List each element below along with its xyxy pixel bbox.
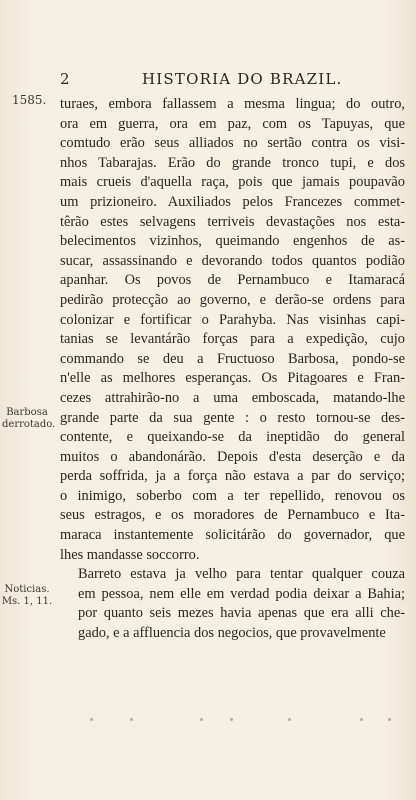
text-line: contente, e queixando-se da ineptidão do general xyxy=(60,429,405,446)
text-line: têrão estes selvagens terriveis devastações nos esta- xyxy=(60,213,405,230)
paragraph-2 xyxy=(60,565,405,643)
speck xyxy=(200,718,203,721)
text-line: em pessoa, nem elle em verdad podia deixar a Bahia; xyxy=(78,585,405,602)
text-line: turaes, embora fallassem a mesma lingua; do outro, xyxy=(60,96,405,112)
speck xyxy=(288,718,291,721)
text-line: cezes attrahirão-no a uma emboscada, matando-lhe xyxy=(60,389,405,406)
body-text xyxy=(60,95,405,644)
text-line: um prizioneiro. Auxiliados pelos Francezes commet- xyxy=(60,193,405,210)
margin-note-noticias: Noticias. Ms. 1, 11. xyxy=(1,584,53,607)
margin-note-barbosa: Barbosa derrotado. xyxy=(2,407,56,430)
text-line: apanhar. Os povos de Pernambuco e Itamaracá xyxy=(60,272,405,289)
text-line: Barreto estava ja velho para tentar qualquer couza xyxy=(78,566,405,583)
text-line: muitos o abandonárão. Depois d'esta deserção e da xyxy=(60,448,405,465)
text-line: perda soffrida, ja a força não estava a par do serviço; xyxy=(60,468,405,485)
text-line: lhes mandasse soccorro. xyxy=(60,546,200,563)
text-line: mais crueis d'aquella raça, pois que jamais poupavão xyxy=(60,174,405,191)
text-line: nhos Tabarajas. Erão do grande tronco tupi, e dos xyxy=(60,154,405,171)
text-line: belecimentos vizinhos, queimando engenhos de as- xyxy=(60,233,405,250)
text-line: o inimigo, soberbo com a ter repellido, renovou os xyxy=(60,487,405,504)
text-line: pedirão protecção ao governo, e derão-se ordens para xyxy=(60,291,405,308)
text-line: por quanto seis mezes havia apenas que era alli che- xyxy=(78,605,405,622)
margin-year: 1585. xyxy=(12,93,47,107)
text-line: seus estragos, e os moradores de Pernambuco e Ita- xyxy=(60,507,405,524)
speck xyxy=(90,718,93,721)
speck xyxy=(130,718,133,721)
running-title: HISTORIA DO BRAZIL. xyxy=(142,70,343,88)
text-line: tanias se levantárão forças para a expedição, cujo xyxy=(60,331,405,348)
speck xyxy=(230,718,233,721)
text-line: colonizar e fortificar o Parahyba. Nas visinhas capi- xyxy=(60,311,405,328)
text-line: grande parte da sua gente : o resto tornou-se des- xyxy=(60,409,405,426)
speck xyxy=(360,718,363,721)
page-number: 2 xyxy=(60,70,70,88)
text-line: ora em guerra, ora em paz, com os Tapuyas, que xyxy=(60,115,405,132)
text-line: sucar, assassinando e devorando todos quantos podião xyxy=(60,252,405,269)
text-line: gado, e a affluencia dos negocios, que provavelmente xyxy=(78,625,386,642)
text-line: comtudo erão seus alliados no sertão contra os visi- xyxy=(60,135,405,152)
paragraph-1 xyxy=(60,95,405,565)
text-line: maraca instantemente solicitárão do governador, que xyxy=(60,527,405,544)
text-line: n'elle as melhores esperanças. Os Pitagoares e Fran- xyxy=(60,370,405,387)
text-line: commando se deu a Fructuoso Barbosa, pondo-se xyxy=(60,350,405,367)
speck xyxy=(388,718,391,721)
bottom-decoration xyxy=(60,718,400,726)
page-header xyxy=(0,70,416,90)
